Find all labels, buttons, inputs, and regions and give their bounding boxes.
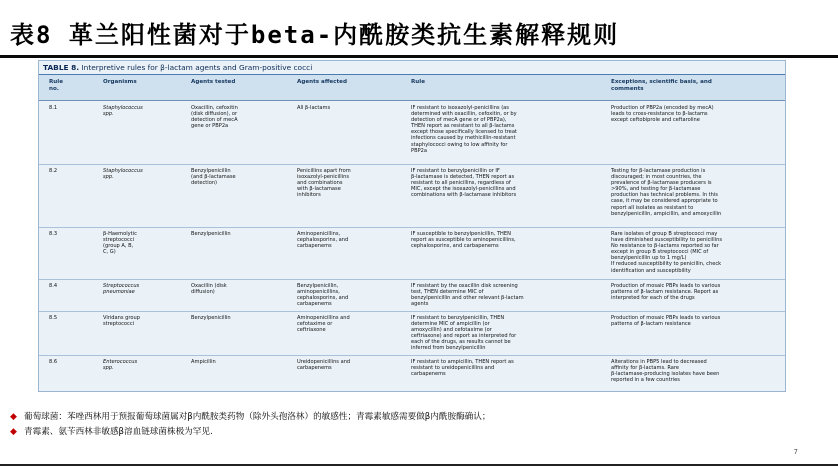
cell-agents-affected: Ureidopenicillins and carbapenems [297, 359, 351, 372]
cell-organisms: Viridans group streptococci [103, 315, 140, 328]
table-row [39, 102, 786, 164]
cell-rule-no: 8.5 [49, 315, 58, 321]
table-row [39, 164, 786, 228]
cell-organisms: β-Haemolytic streptococci (group A, B, C, G) [103, 231, 137, 256]
cell-exceptions: Production of mosaic PBPs leads to various patterns of β-lactam resistance [611, 315, 721, 328]
cell-rule: IF resistant to benzylpenicillin or IF β-lactamase is detected, THEN report as resistant to all penicillins, regardless of MIC, except the isoxazolyl-penicillins and combinations with β-lactamase inhibitors [411, 168, 517, 199]
cell-exceptions: Production of PBP2a (encoded by mecA) leads to cross-resistance to β-lactams except ceftobiprole and ceftaroline [611, 105, 714, 124]
header-agents-tested: Agents tested [191, 79, 236, 85]
cell-rule-no: 8.3 [49, 231, 58, 237]
cell-agents-affected: Benzylpenicillin, aminopenicillins, cephalosporins, and carbapenems [297, 283, 349, 308]
notes-list [10, 410, 830, 440]
cell-agents-tested: Ampicillin [191, 359, 216, 365]
note-text: 葡萄球菌：苯唑西林用于预报葡萄球菌属对β内酰胺类药物（除外头孢洛林）的敏感性；青霉素敏感需要做β内酰胺酶确认； [24, 412, 491, 422]
cell-rule-no: 8.1 [49, 105, 58, 111]
header-organisms: Organisms [103, 79, 137, 85]
cell-organisms: Streptococcus pneumoniae [103, 283, 140, 296]
page-number: 7 [793, 448, 798, 456]
cell-rule: IF resistant by the oxacillin disk screening test, THEN determine MIC of benzylpenicillin and other relevant β-lactam agents [411, 283, 524, 308]
header-agents-affected: Agents affected [297, 79, 347, 85]
note-text: 青霉素、氨苄西林非敏感β溶血链球菌株极为罕见. [24, 427, 213, 437]
header-exceptions: Exceptions, scientific basis, and comments [611, 79, 712, 92]
note-item [10, 410, 830, 425]
table-caption-text: Interpretive rules for β-lactam agents and Gram-positive cocci [81, 63, 313, 72]
header-rule-no: Rule no. [49, 79, 64, 92]
cell-agents-tested: Benzylpenicillin [191, 231, 231, 237]
diamond-bullet-icon: ◆ [10, 427, 17, 437]
cell-rule: IF susceptible to benzylpenicillin, THEN report as susceptible to aminopenicillins, cephalosporins, and carbapenems [411, 231, 516, 250]
cell-rule: IF resistant to isoxazolyl-penicillins (as determined with oxacillin, cefoxitin, or by detection of mecA gene or of PBP2a), THEN report as resistant to all β-lactams except those specifically licensed to treat infections caused by methicillin-resistant staphylococci owing to low affinity for PBP2a [411, 105, 517, 154]
cell-organisms: Staphylococcus spp. [103, 168, 143, 181]
table-row [39, 311, 786, 356]
cell-organisms: Staphylococcus spp. [103, 105, 143, 118]
cell-organisms: Enterococcus spp. [103, 359, 138, 372]
footer-divider [0, 464, 838, 466]
cell-rule: IF resistant to ampicillin, THEN report as resistant to ureidopenicillins and carbapenems [411, 359, 514, 378]
cell-agents-affected: Penicillins apart from isoxazolyl-penicillins and combinations with β-lactamase inhibitors [297, 168, 351, 199]
cell-agents-tested: Benzylpenicillin (and β-lactamase detection) [191, 168, 236, 187]
header-rule: Rule [411, 79, 426, 85]
diamond-bullet-icon: ◆ [10, 412, 17, 422]
cell-exceptions: Testing for β-lactamase production is discouraged; in most countries, the prevalence of β-lactamase producers is >90%, and testing for β-lactamase production has technical problems. In this case, it may be considered appropriate to report all isolates as resistant to benzylpenicillin, ampicillin, and amoxycillin [611, 168, 722, 217]
cell-rule: IF resistant to benzylpenicillin, THEN determine MIC of ampicillin (or amoxycillin) and cefotaxime (or ceftriaxone) and report as interpreted for each of the drugs, as results cannot be inferred from benzylpenicillin [411, 315, 517, 352]
table-caption [43, 62, 783, 74]
cell-agents-affected: Aminopenicillins and cefotaxime or ceftriaxone [297, 315, 350, 334]
table-caption-label: TABLE 8. [43, 63, 80, 72]
slide-title: 表8 革兰阳性菌对于beta-内酰胺类抗生素解释规则 [10, 21, 620, 49]
cell-rule-no: 8.4 [49, 283, 58, 289]
table-header-row [39, 75, 786, 101]
cell-agents-tested: Oxacillin, cefoxitin (disk diffusion), or detection of mecA gene or PBP2a [191, 105, 238, 130]
cell-exceptions: Rare isolates of group B streptococci may have diminished susceptibility to penicillins No resistance to β-lactams reported so far except in group B streptococci (MIC of benzylpenicillin up to 1 mg/L) If reduced susceptibility to penicillin, check identification and susceptibility [611, 231, 722, 274]
cell-agents-affected: All β-lactams [297, 105, 331, 111]
cell-exceptions: Production of mosaic PBPs leads to various patterns of β-lactam resistance. Report as interpreted for each of the drugs [611, 283, 721, 302]
title-divider [0, 55, 838, 58]
cell-agents-tested: Benzylpenicillin [191, 315, 231, 321]
cell-agents-affected: Aminopenicillins, cephalosporins, and carbapenems [297, 231, 349, 250]
note-item [10, 425, 830, 440]
table-8 [38, 60, 786, 392]
table-row [39, 227, 786, 280]
table-row [39, 279, 786, 312]
table-row [39, 355, 786, 392]
cell-agents-tested: Oxacillin (disk diffusion) [191, 283, 227, 296]
cell-exceptions: Alterations in PBP5 lead to decreased affinity for β-lactams. Rare β-lactamase-producing isolates have been reported in a few countries [611, 359, 720, 384]
cell-rule-no: 8.2 [49, 168, 58, 174]
cell-rule-no: 8.6 [49, 359, 58, 365]
